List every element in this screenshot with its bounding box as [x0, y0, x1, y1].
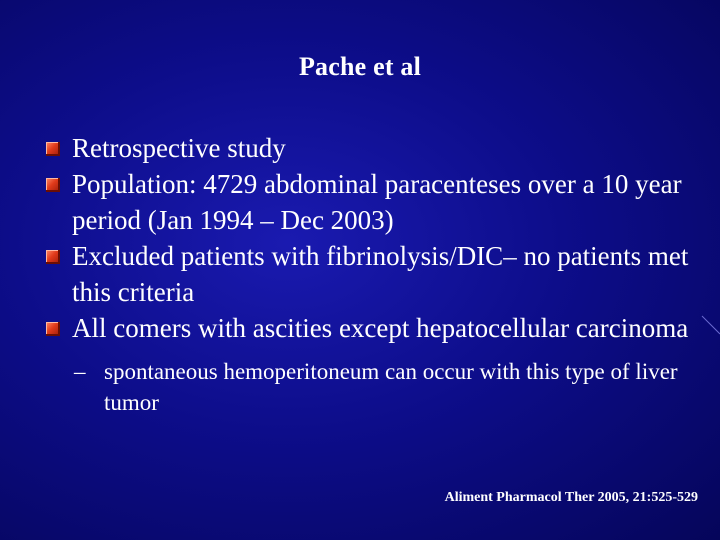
sub-bullet-item	[74, 356, 706, 418]
sub-bullet-dash: –	[74, 359, 86, 384]
slide-title: Pache et al	[298, 52, 422, 81]
square-bullet-icon	[46, 322, 60, 336]
square-bullet-icon	[46, 142, 60, 156]
bullet-item	[46, 310, 706, 346]
bullet-list	[46, 130, 706, 418]
sub-bullet-text: spontaneous hemoperitoneum can occur with this type of liver tumor	[104, 359, 678, 415]
bullet-item	[46, 166, 706, 238]
square-bullet-icon	[46, 178, 60, 192]
bullet-text: Retrospective study	[72, 133, 286, 163]
bullet-item	[46, 130, 706, 166]
square-bullet-icon	[46, 250, 60, 264]
bullet-text: Excluded patients with fibrinolysis/DIC– no patients met this criteria	[72, 241, 689, 307]
bullet-text: Population: 4729 abdominal paracenteses over a 10 year period (Jan 1994 – Dec 2003)	[72, 169, 682, 235]
citation: Aliment Pharmacol Ther 2005, 21:525-529	[444, 490, 698, 505]
bullet-item	[46, 238, 706, 310]
bullet-text: All comers with ascities except hepatocellular carcinoma	[72, 313, 689, 343]
